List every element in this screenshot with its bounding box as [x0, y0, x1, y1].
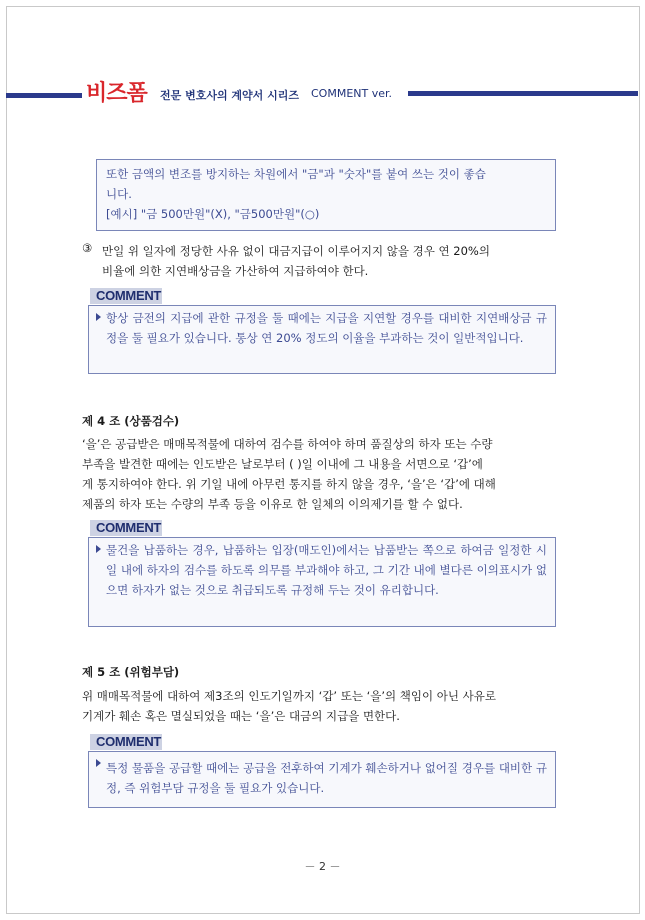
brand-logo: 비즈폼	[86, 81, 147, 106]
comment-text: 물건을 납품하는 경우, 납품하는 입장(매도인)에서는 납품받는 쪽으로 하여금 일정한 시일 내에 하자의 검수를 하도록 의무를 부과해야 하고, 그 기간 내에 별다른 이의표시가 없으면 하자가 없는 것으로 취급되도록 규정해 두는 것이 유리합니다.	[106, 543, 547, 597]
comment-label: COMMENT	[96, 288, 162, 303]
article-text: ‘을’은 공급받은 매매목적물에 대하여 검수를 하여야 하며 품질상의 하자 또는 수량	[82, 437, 493, 451]
article-text: 부족을 발견한 때에는 인도받은 날로부터 ( )일 이내에 그 내용을 서면으로 ‘갑’에	[82, 457, 483, 471]
comment-text: 항상 금전의 지급에 관한 규정을 둘 때에는 지급을 지연할 경우를 대비한 지연배상금 규정을 둘 필요가 있습니다. 통상 연 20% 정도의 이율을 부과하는 것이 일반적입니다.	[106, 311, 547, 345]
series-title: 전문 변호사의 계약서 시리즈	[160, 89, 299, 102]
article-text: 기계가 훼손 혹은 멸실되었을 때는 ‘을’은 대금의 지급을 면한다.	[82, 709, 400, 723]
bullet-arrow-icon	[96, 759, 101, 767]
article-text: 위 매매목적물에 대하여 제3조의 인도기일까지 ‘갑’ 또는 ‘을’의 책임이 아닌 사유로	[82, 689, 496, 703]
series-version: COMMENT ver.	[311, 87, 393, 100]
comment-label: COMMENT	[96, 734, 162, 749]
clause-text: 만일 위 일자에 정당한 사유 없이 대금지급이 이루어지지 않을 경우 연 20%의	[102, 244, 490, 258]
header-rule-right	[408, 91, 638, 96]
article-title: 제 5 조 (위험부담)	[82, 665, 180, 679]
bullet-arrow-icon	[96, 545, 101, 553]
comment-box	[88, 537, 556, 627]
note-example: [예시] "금 500만원"(X), "금500만원"(○)	[106, 207, 320, 221]
page-number: － 2 －	[304, 860, 341, 873]
article-text: 제품의 하자 또는 수량의 부족 등을 이유로 한 일체의 이의제기를 할 수 없다.	[82, 497, 463, 511]
header-rule-left	[6, 93, 82, 98]
clause-text: 비율에 의한 지연배상금을 가산하여 지급하여야 한다.	[102, 264, 369, 278]
article-text: 게 통지하여야 한다. 위 기일 내에 아무런 통지를 하지 않을 경우, ‘을’은 ‘갑’에 대해	[82, 477, 496, 491]
comment-box	[88, 305, 556, 374]
comment-label: COMMENT	[96, 520, 162, 535]
clause-marker: ③	[82, 241, 93, 255]
comment-text: 특정 물품을 공급할 때에는 공급을 전후하여 기계가 훼손하거나 없어질 경우를 대비한 규정, 즉 위험부담 규정을 둘 필요가 있습니다.	[106, 761, 547, 795]
note-line: 니다.	[106, 187, 132, 201]
note-box	[96, 159, 556, 231]
comment-box	[88, 751, 556, 808]
bullet-arrow-icon	[96, 313, 101, 321]
article-title: 제 4 조 (상품검수)	[82, 414, 180, 428]
note-line: 또한 금액의 변조를 방지하는 차원에서 "금"과 "숫자"를 붙여 쓰는 것이 좋습	[106, 167, 486, 181]
